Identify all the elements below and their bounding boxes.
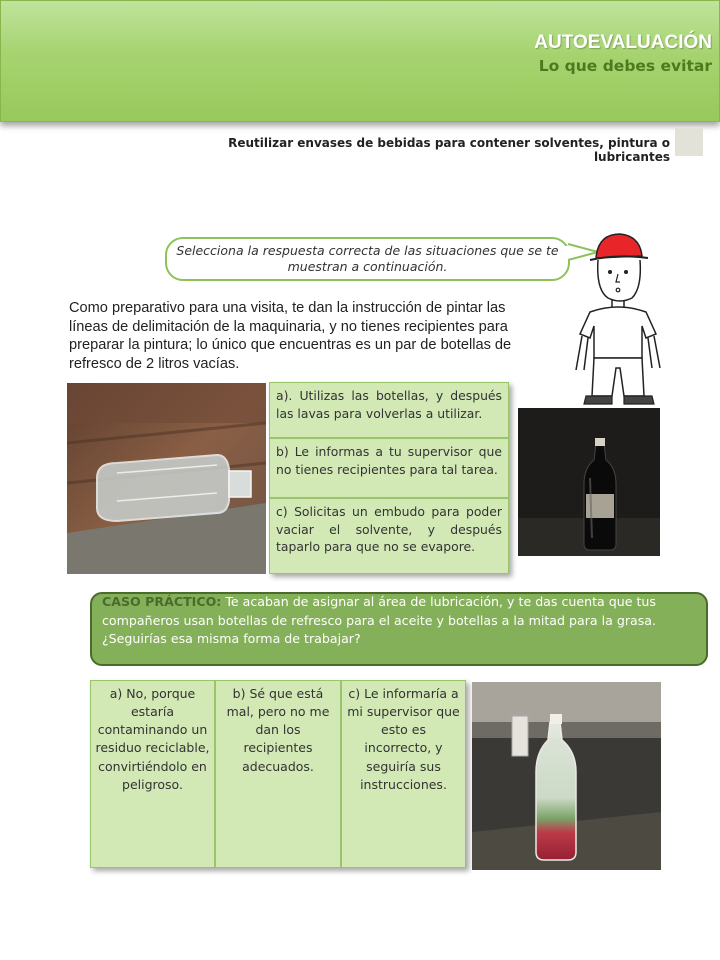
bottle-photo-left [67, 383, 266, 574]
page-title: AUTOEVALUACIÓN [534, 32, 712, 53]
answer-c[interactable]: c) Le informaría a mi supervisor que esto es incorrecto, y seguiría sus instrucciones. [341, 680, 466, 868]
practical-case-label: CASO PRÁCTICO: [102, 594, 222, 609]
answer-a[interactable]: a) No, porque estaría contaminando un residuo reciclable, convirtiéndolo en peligroso. [90, 680, 215, 868]
bottle-photo-right [518, 408, 660, 556]
topic-heading: Reutilizar envases de bebidas para contener solventes, pintura o lubricantes [228, 136, 670, 164]
option-a[interactable]: a). Utilizas las botellas, y después las lavas para volverlas a utilizar. [269, 382, 509, 438]
oil-bottle-photo [472, 682, 661, 870]
scenario-text: Como preparativo para una visita, te dan la instrucción de pintar las líneas de delimitación de la maquinaria, y no tienes recipientes para preparar la pintura; lo único que encuentras es un par de botellas de refresco de 2 litros vacías. [69, 300, 512, 372]
option-b[interactable]: b) Le informas a tu supervisor que no tienes recipientes para tal tarea. [269, 438, 509, 498]
answers-group [90, 680, 466, 868]
practical-case-text [102, 593, 662, 649]
worker-illustration [568, 228, 668, 408]
decorative-square [675, 128, 703, 156]
page-subtitle: Lo que debes evitar [538, 57, 712, 75]
options-group [269, 382, 509, 574]
practical-case-question: Te acaban de asignar al área de lubricación, y te das cuenta que tus compañeros usan botellas de refresco para el aceite y botellas a la mitad para la grasa. ¿Seguirías esa misma forma de trabajar? [102, 594, 657, 647]
speech-bubble: Selecciona la respuesta correcta de las situaciones que se te muestran a continuación. [165, 237, 570, 281]
answer-b[interactable]: b) Sé que está mal, pero no me dan los recipientes adecuados. [215, 680, 341, 868]
option-c[interactable]: c) Solicitas un embudo para poder vaciar el solvente, y después taparlo para que no se evapore. [269, 498, 509, 574]
